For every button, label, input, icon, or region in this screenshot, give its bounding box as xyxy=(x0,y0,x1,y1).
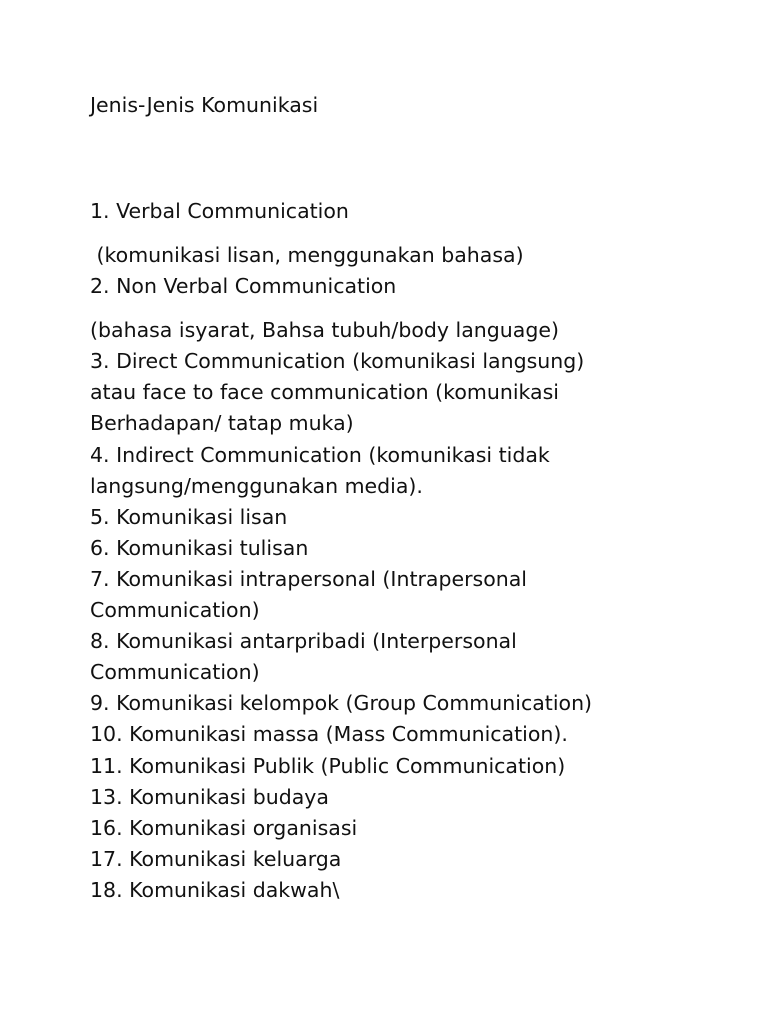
list-item: Communication) xyxy=(90,598,260,622)
list-item: 8. Komunikasi antarpribadi (Interpersonal xyxy=(90,629,517,653)
document-title: Jenis-Jenis Komunikasi xyxy=(90,93,319,117)
list-item: 4. Indirect Communication (komunikasi tidak xyxy=(90,443,550,467)
list-item: (bahasa isyarat, Bahsa tubuh/body language) xyxy=(90,318,559,342)
list-item: 13. Komunikasi budaya xyxy=(90,785,329,809)
list-item: 6. Komunikasi tulisan xyxy=(90,536,309,560)
list-item: langsung/menggunakan media). xyxy=(90,474,423,498)
list-item: Communication) xyxy=(90,660,260,684)
list-item: atau face to face communication (komunikasi xyxy=(90,380,559,404)
list-item: 2. Non Verbal Communication xyxy=(90,274,397,298)
list-item: Berhadapan/ tatap muka) xyxy=(90,411,354,435)
list-item: 16. Komunikasi organisasi xyxy=(90,816,358,840)
list-item: 5. Komunikasi lisan xyxy=(90,505,288,529)
list-item: 1. Verbal Communication xyxy=(90,199,349,223)
list-item: 9. Komunikasi kelompok (Group Communication) xyxy=(90,691,593,715)
list-item: 3. Direct Communication (komunikasi langsung) xyxy=(90,349,585,373)
list-item: (komunikasi lisan, menggunakan bahasa) xyxy=(90,243,524,267)
list-item: 18. Komunikasi dakwah\ xyxy=(90,878,340,902)
list-item: 10. Komunikasi massa (Mass Communication). xyxy=(90,722,568,746)
list-item: 11. Komunikasi Publik (Public Communication) xyxy=(90,754,566,778)
list-item: 7. Komunikasi intrapersonal (Intrapersonal xyxy=(90,567,528,591)
list-item: 17. Komunikasi keluarga xyxy=(90,847,342,871)
